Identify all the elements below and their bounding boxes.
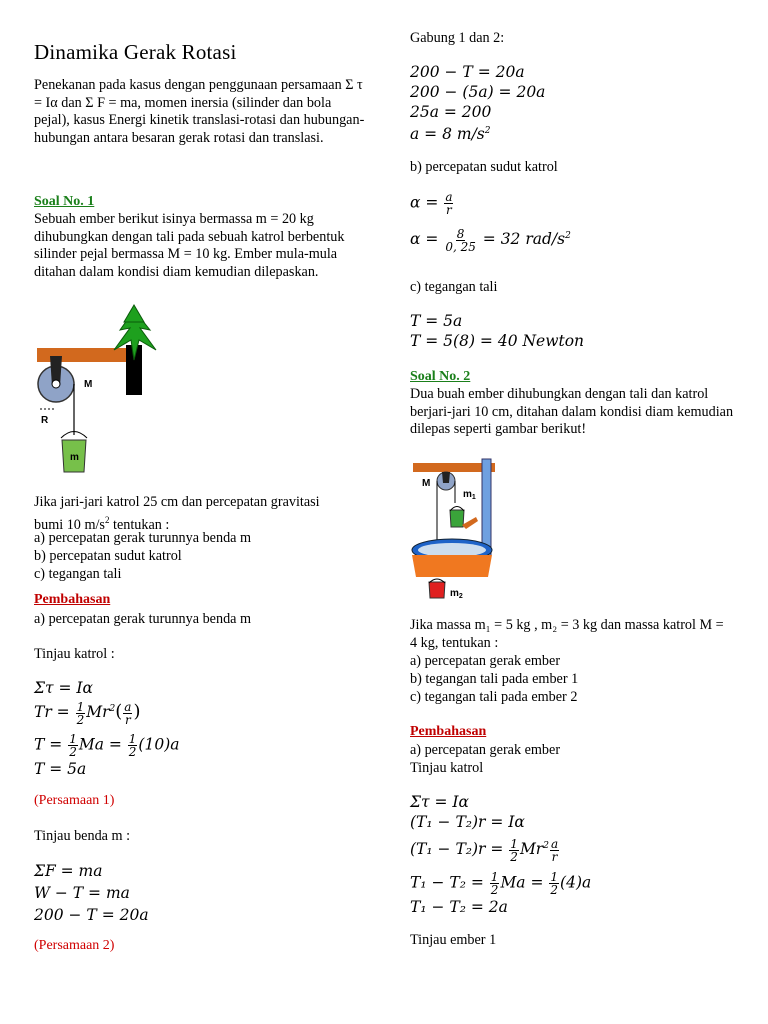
question-c: c) tegangan tali <box>34 566 122 582</box>
r-eq4: T₁ − T₂ = $\frac{1}{2}$ Ma = $\frac{1}{2}$ (4)a <box>410 870 592 897</box>
soal1-heading[interactable]: Soal No. 1 <box>34 194 95 209</box>
q2-c: c) tegangan tali pada ember 2 <box>410 689 578 705</box>
tinjau-ember1: Tinjau ember 1 <box>410 932 497 948</box>
soal1-text: Sebuah ember berikut isinya bermassa m = 20 kg dihubungkan dengan tali pada sebuah katrol berbentuk silinder pejal bermassa M = 10 kg. Ember mula-mula ditahan dalam kondisi diam kemudian dilepaskan. <box>34 211 345 280</box>
question-b: b) percepatan sudut katrol <box>34 548 182 564</box>
eq-tr: Tr = $\frac{1}{2}$ Mr$^2$( $\frac{a}{r}$ ) <box>34 699 141 727</box>
pembahasan-c: c) tegangan tali <box>410 279 498 295</box>
tinjau-katrol-2: Tinjau katrol <box>410 760 484 776</box>
label-M: M <box>84 379 93 390</box>
intro-paragraph: Penekanan pada kasus dengan penggunaan persamaan Σ τ = Iα dan Σ F = ma, momen inersia (silinder dan bola pejal), kasus Energi kinetik translasi-rotasi dan hubungan-hubungan antara besaran gerak rotasi dan translasi. <box>34 77 365 146</box>
eq-200: 200 − T = 20a <box>34 906 149 924</box>
tension-eq2: T = 5(8) = 40 Newton <box>410 332 585 350</box>
tinjau-benda: Tinjau benda m : <box>34 828 131 844</box>
pembahasan-heading[interactable]: Pembahasan <box>34 592 111 607</box>
well-water <box>418 543 486 557</box>
gabung-eq1: 200 − T = 20a <box>410 63 525 81</box>
tinjau-katrol: Tinjau katrol : <box>34 646 115 662</box>
q2-b: b) tegangan tali pada ember 1 <box>410 671 579 687</box>
r-eq2: (T₁ − T₂)r = Iα <box>410 813 525 831</box>
pulley-axle <box>52 380 60 388</box>
soal2-heading[interactable]: Soal No. 2 <box>410 369 471 384</box>
tension-eq1: T = 5a <box>410 312 463 330</box>
question-line2: bumi 10 $m/s^2$ tentukan : <box>34 515 170 533</box>
pembahasan-b: b) percepatan sudut katrol <box>410 159 558 175</box>
soal2-text: Dua buah ember dihubungkan dengan tali dan katrol berjari-jari 10 cm, ditahan dalam kondisi diam kemudian dilepas seperti gambar berikut! <box>410 386 734 438</box>
question-a: a) percepatan gerak turunnya benda m <box>34 530 252 546</box>
persamaan-1: (Persamaan 1) <box>34 793 115 808</box>
label-M: M <box>422 478 431 489</box>
label-m: m <box>70 452 79 463</box>
r-eq1: Στ = Iα <box>410 793 469 811</box>
pembahasan2-a: a) percepatan gerak ember <box>410 742 561 758</box>
label-R: R <box>41 415 49 426</box>
pembahasan2-heading[interactable]: Pembahasan <box>410 724 487 739</box>
question-line1: Jika jari-jari katrol 25 cm dan percepatan gravitasi <box>34 494 320 510</box>
alpha-eq2: α = $\frac{8}{0, 25}$ = 32 rad/$s^2$ <box>410 226 571 254</box>
gabung-eq3: 25a = 200 <box>410 103 492 121</box>
gabung-heading: Gabung 1 dan 2: <box>410 30 505 46</box>
pulley-bucket-figure <box>34 300 164 480</box>
crank <box>462 517 478 529</box>
alpha-eq1: α = $\frac{a}{r}$ <box>410 190 453 217</box>
pembahasan-a: a) percepatan gerak turunnya benda m <box>34 611 252 627</box>
label-m2: $m_2$ <box>450 588 463 600</box>
bucket-2 <box>429 582 445 598</box>
gabung-eq4: a = 8 $m/s^2$ <box>410 125 491 143</box>
bucket-1 <box>450 510 464 527</box>
well-wall <box>412 555 492 577</box>
gabung-eq2: 200 − (5a) = 20a <box>410 83 546 101</box>
well-pulley-figure <box>410 455 505 605</box>
eq-T: T = $\frac{1}{2}$ Ma = $\frac{1}{2}$ (10)a <box>34 732 180 759</box>
eq-force: ΣF = ma <box>34 862 103 880</box>
q2-line1: Jika massa m₁ = 5 kg , m₂ = 3 kg dan massa katrol M = <box>410 617 724 633</box>
eq-w: W − T = ma <box>34 884 130 902</box>
q2-a: a) percepatan gerak ember <box>410 653 561 669</box>
persamaan-2: (Persamaan 2) <box>34 938 115 953</box>
r-eq3: (T₁ − T₂)r = $\frac{1}{2}$ Mr$^2$ $\frac{a}{r}$ <box>410 836 559 864</box>
label-m1: $m_1$ <box>463 489 476 501</box>
page-title: Dinamika Gerak Rotasi <box>34 40 237 64</box>
q2-line2: 4 kg, tentukan : <box>410 635 499 651</box>
r-eq5: T₁ − T₂ = 2a <box>410 898 508 916</box>
eq-T5a: T = 5a <box>34 760 87 778</box>
eq-torque: Στ = Iα <box>34 679 93 697</box>
pulley-bracket <box>442 472 450 483</box>
post <box>482 459 491 557</box>
